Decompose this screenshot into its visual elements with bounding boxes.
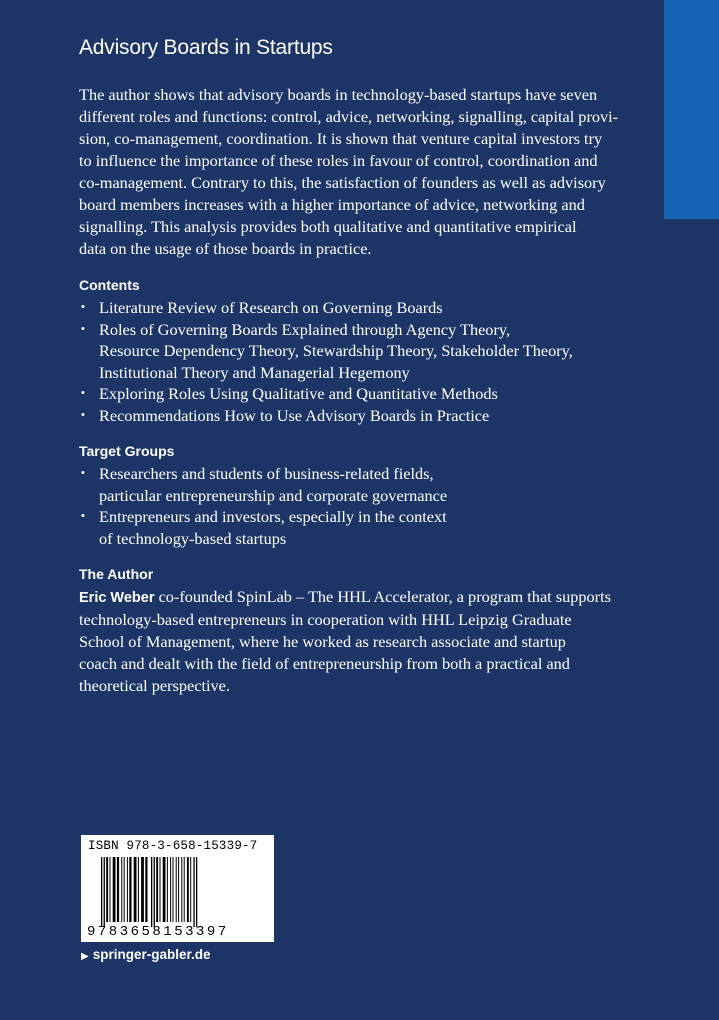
barcode-bar (167, 857, 168, 922)
barcode-bar (170, 857, 171, 922)
barcode-bar (145, 857, 147, 922)
barcode-bar (141, 857, 144, 922)
barcode-bar (160, 857, 161, 922)
back-cover-content (79, 36, 619, 697)
barcode-bar (187, 857, 189, 922)
barcode-bar (163, 857, 166, 922)
author-bio-line: School of Management, where he worked as research associate and startup (79, 632, 566, 651)
barcode-bar (134, 857, 137, 922)
barcode-bar (190, 857, 191, 922)
list-item (79, 463, 619, 506)
list-item-line: Institutional Theory and Managerial Hegemony (99, 362, 410, 382)
description-line: The author shows that advisory boards in technology-based startups have seven (79, 85, 598, 104)
description-line: sion, co-management, coordination. It is shown that venture capital investors try (79, 129, 603, 148)
barcode-bar (156, 857, 158, 922)
isbn-label: ISBN 978-3-658-15339-7 (88, 839, 258, 853)
barcode-bar (138, 857, 139, 922)
list-item-line: • Exploring Roles Using Qualitative and Quantitative Methods (99, 384, 498, 403)
barcode-bar (184, 857, 185, 922)
list-item-line: Resource Dependency Theory, Stewardship Theory, Stakeholder Theory, (99, 341, 573, 360)
list-item-line: • Researchers and students of business-related fields, (99, 464, 434, 483)
barcode-bar (117, 857, 119, 922)
publisher-website[interactable] (81, 947, 211, 962)
list-item (79, 319, 619, 384)
barcode-bar (129, 857, 131, 922)
ean-digits: 9783658153397 (87, 924, 229, 940)
list-item (79, 506, 619, 549)
contents-list (79, 297, 619, 426)
barcode-bar (127, 857, 128, 922)
author-bio-line: theoretical perspective. (79, 676, 230, 695)
list-item-line: • Roles of Governing Boards Explained through Agency Theory, (99, 319, 511, 339)
barcode-bar (124, 857, 125, 922)
author-name: Eric Weber (79, 590, 155, 606)
barcode-bar (178, 857, 179, 922)
description-line: co-management. Contrary to this, the satisfaction of founders as well as advisory (79, 173, 606, 192)
barcode-bar (196, 857, 197, 927)
barcode-bar (104, 857, 105, 927)
list-item (79, 297, 619, 319)
description-line: board members increases with a higher importance of advice, networking and (79, 195, 585, 214)
barcode-bar (193, 857, 194, 927)
author-bio-line: coach and dealt with the field of entrepreneurship from both a practical and (79, 654, 570, 673)
barcode-bar (113, 857, 116, 922)
list-item-line: • Entrepreneurs and investors, especially in the context (99, 507, 447, 526)
author-bio-line: technology-based entrepreneurs in cooperation with HHL Leipzig Graduate (79, 610, 572, 629)
description-line: data on the usage of those boards in practice. (79, 239, 372, 258)
description (79, 84, 619, 260)
barcode-bar (176, 857, 177, 922)
description-line: to influence the importance of these roles in favour of control, coordination and (79, 151, 598, 170)
accent-bar (664, 0, 719, 219)
arrow-right-icon: ▶ (81, 951, 89, 962)
target-groups-heading: Target Groups (79, 443, 175, 459)
target-groups-list (79, 463, 619, 549)
barcode-bar (151, 857, 152, 927)
author-bio-line: co-founded SpinLab – The HHL Accelerator, a program that supports (154, 587, 611, 606)
barcode-bar (106, 857, 108, 922)
barcode-bar (121, 857, 122, 922)
book-title: Advisory Boards in Startups (79, 36, 333, 59)
barcode-bar (173, 857, 174, 922)
isbn-barcode (81, 835, 274, 942)
list-item (79, 405, 619, 427)
list-item (79, 383, 619, 405)
list-item-line: • Literature Review of Research on Governing Boards (99, 298, 443, 317)
list-item-line: particular entrepreneurship and corporate governance (99, 485, 448, 505)
barcode-bar (101, 857, 102, 927)
barcode-bar (110, 857, 111, 922)
list-item-line: • Recommendations How to Use Advisory Boards in Practice (99, 405, 490, 425)
contents-heading: Contents (79, 277, 140, 293)
website-label: springer-gabler.de (92, 947, 211, 962)
barcode-bar (154, 857, 155, 927)
description-line: signalling. This analysis provides both qualitative and quantitative empirical (79, 217, 577, 236)
description-line: different roles and functions: control, advice, networking, signalling, capital provi- (79, 107, 619, 126)
list-item-line: of technology-based startups (99, 528, 287, 548)
barcode-bar (181, 857, 182, 922)
author-bio (79, 586, 619, 697)
author-heading: The Author (79, 566, 154, 582)
